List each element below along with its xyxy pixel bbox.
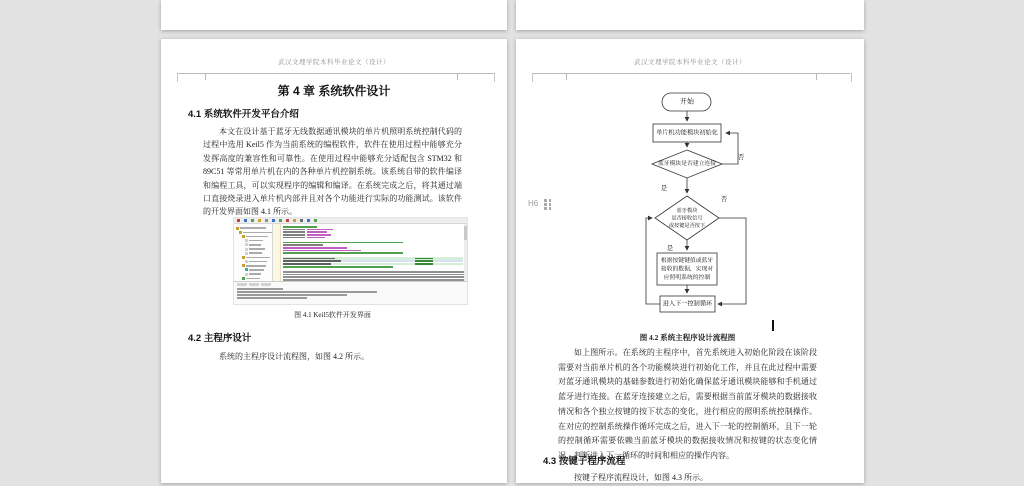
- chapter-title: 第 4 章 系统软件设计: [277, 84, 391, 98]
- header-rule: [177, 73, 495, 74]
- no-loop-2: [718, 218, 746, 304]
- drag-handle-icon[interactable]: [544, 199, 551, 210]
- flow-loop-label: 进入下一控制循环: [662, 300, 713, 308]
- page-header: 武汉文理学院本科毕业论文（设计）: [278, 59, 390, 66]
- previous-page-left[interactable]: [161, 0, 507, 30]
- figure-41-caption: 图 4.1 Keil5软件开发界面: [294, 311, 371, 319]
- flow-decision-2-label: 是否接收信号: [671, 215, 703, 222]
- header-rule: [532, 73, 850, 74]
- yes-label-1: 是: [660, 185, 668, 192]
- flow-decision-1-label: 蓝牙模块是否建立连接: [658, 161, 716, 167]
- figure-42-caption: 图 4.2 系统主程序设计流程图: [639, 333, 736, 342]
- keil-output-tabs: [237, 283, 464, 286]
- main-program-paragraph: 如上图所示。在系统的主程序中，首先系统进入初始化阶段在该阶段需要对当前单片机的各个功能模块进行初始化工作，并且在此过程中需要对蓝牙通讯模块的基础参数进行初始化确保蓝牙通讯模块能够和手机通过蓝牙进行连接。在蓝牙连接建立之后，需要根据当前蓝牙模块的数据接收情况和各个独立按键的按下状态的变化，进行相应的照明系统控制操作。在对应的控制系统操作循环完成之后，进入下一轮的控制循环，且下一轮的控制循环需要依赖当前蓝牙模块的数据接收情况和按键的状态变化情况，判断进入下一循环的时间和相应的操作内容。: [558, 348, 817, 460]
- keil-code-rows: [283, 226, 463, 281]
- margin-crop-mark: [494, 73, 495, 82]
- previous-page-right[interactable]: [516, 0, 864, 30]
- figure-42-flowchart[interactable]: [600, 89, 800, 315]
- margin-crop-mark: [532, 73, 533, 82]
- keil-scrollbar: [464, 224, 467, 281]
- no-loop-1: [722, 133, 738, 164]
- section-42-paragraph: 系统的主程序设计流程图，如图 4.2 所示。: [219, 352, 369, 361]
- page-left[interactable]: [161, 39, 507, 483]
- text-cursor: [772, 320, 774, 331]
- margin-crop-mark: [177, 73, 178, 82]
- flow-decision-2-label: 或按键是否按下: [668, 223, 706, 229]
- flow-decision-2-label: 蓝牙模块: [676, 208, 698, 214]
- margin-crop-mark: [566, 73, 567, 80]
- flow-action-label: 接收的数据，实现对: [660, 266, 714, 273]
- keil-code-editor: [273, 224, 467, 281]
- section-43-paragraph: 按键子程序流程设计，如图 4.3 所示。: [574, 473, 708, 482]
- section-42-heading: 4.2 主程序设计: [188, 333, 252, 344]
- section-43-heading: 4.3 按键子程序流程: [543, 456, 626, 467]
- figure-keil5-screenshot[interactable]: [233, 217, 468, 305]
- no-label-2: 否: [720, 196, 728, 203]
- margin-crop-mark: [457, 73, 458, 80]
- section-41-heading: 4.1 系统软件开发平台介绍: [188, 109, 299, 120]
- margin-crop-mark: [205, 73, 206, 80]
- keil-main-area: [234, 224, 467, 281]
- flow-start-label: 开始: [680, 98, 694, 106]
- yes-label-2: 是: [666, 245, 674, 252]
- keil-line-number-gutter: [273, 224, 281, 281]
- flow-action-label: 应照明系统的控制: [663, 275, 711, 281]
- margin-crop-mark: [851, 73, 852, 82]
- section-41-paragraph: 本文在设计基于蓝牙无线数据通讯模块的单片机照明系统控制代码的过程中选用 Keil5 作为当前系统的编程软件，软件在使用过程中能够充分发挥高度的兼容性和可靠性。在使用过程中能够充分适配包含 STM32 和 89C51 等常用单片机在内的各种单片机控制系统。该系统自带的软件编译和编程工具，可以实现程序的编辑和编译。在系统完成之后，将其通过端口直接烧录进入单片机内部并且对各个功能进行实际的功能测试。该软件的开发界面如图 4.1 所示。: [203, 127, 462, 217]
- keil-build-output: [234, 281, 467, 304]
- no-label-1: 否: [737, 154, 745, 161]
- keil-output-rows: [237, 288, 464, 299]
- flow-action-label: 根据按键键值或蓝牙: [660, 258, 714, 264]
- page-header: 武汉文理学院本科毕业论文（设计）: [634, 59, 746, 66]
- page-right[interactable]: [516, 39, 864, 483]
- flow-init-label: 单片机功能模块初始化: [656, 129, 718, 137]
- keil-project-tree: [234, 224, 273, 281]
- heading-level-badge: H6: [528, 199, 539, 208]
- margin-crop-mark: [816, 73, 817, 80]
